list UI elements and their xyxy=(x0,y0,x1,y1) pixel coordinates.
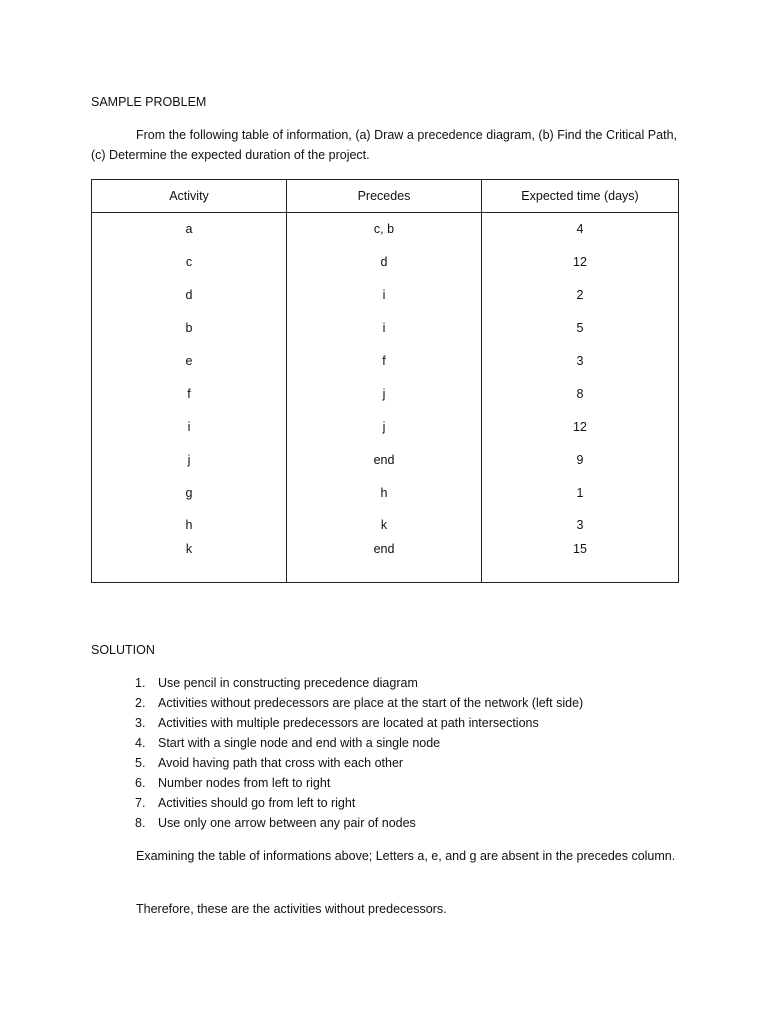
table-row xyxy=(92,377,679,410)
cell-time: 15 xyxy=(482,542,679,583)
list-item xyxy=(91,693,677,713)
list-item xyxy=(91,813,677,833)
cell-activity: h xyxy=(92,509,287,542)
intro-paragraph: From the following table of information, (a) Draw a precedence diagram, (b) Find the Critical Path, (c) Determine the expected duration of the project. xyxy=(91,128,677,162)
cell-precedes: j xyxy=(287,377,482,410)
table-row xyxy=(92,509,679,542)
step-text: Activities should go from left to right xyxy=(158,796,356,810)
cell-time: 3 xyxy=(482,509,679,542)
table-row xyxy=(92,410,679,443)
table-row xyxy=(92,443,679,476)
table-row xyxy=(92,279,679,312)
cell-time: 12 xyxy=(482,246,679,279)
cell-precedes: i xyxy=(287,312,482,345)
header-activity: Activity xyxy=(92,180,287,213)
cell-activity: i xyxy=(92,410,287,443)
cell-precedes: k xyxy=(287,509,482,542)
step-text: Number nodes from left to right xyxy=(158,776,331,790)
cell-precedes: i xyxy=(287,279,482,312)
solution-steps-list xyxy=(91,673,677,833)
cell-time: 3 xyxy=(482,345,679,378)
table-header-row xyxy=(92,180,679,213)
cell-precedes: f xyxy=(287,345,482,378)
cell-time: 9 xyxy=(482,443,679,476)
step-number: 1. xyxy=(135,676,146,690)
step-text: Use pencil in constructing precedence diagram xyxy=(158,676,418,690)
solution-heading: SOLUTION xyxy=(91,643,155,657)
cell-precedes: h xyxy=(287,476,482,509)
cell-activity: g xyxy=(92,476,287,509)
cell-activity: e xyxy=(92,345,287,378)
cell-time: 4 xyxy=(482,213,679,246)
step-number: 2. xyxy=(135,696,146,710)
header-expected-time: Expected time (days) xyxy=(482,180,679,213)
cell-precedes: c, b xyxy=(287,213,482,246)
step-text: Use only one arrow between any pair of nodes xyxy=(158,816,416,830)
step-text: Start with a single node and end with a single node xyxy=(158,736,441,750)
list-item xyxy=(91,773,677,793)
step-number: 4. xyxy=(135,736,146,750)
list-item xyxy=(91,753,677,773)
examining-paragraph: Examining the table of informations above; Letters a, e, and g are absent in the precedes column. xyxy=(136,849,676,863)
cell-time: 5 xyxy=(482,312,679,345)
table-row xyxy=(92,246,679,279)
cell-activity: a xyxy=(92,213,287,246)
cell-precedes: end xyxy=(287,542,482,583)
step-number: 8. xyxy=(135,816,146,830)
step-number: 5. xyxy=(135,756,146,770)
page-heading: SAMPLE PROBLEM xyxy=(91,95,207,109)
cell-time: 1 xyxy=(482,476,679,509)
table-row xyxy=(92,345,679,378)
list-item xyxy=(91,713,677,733)
table-row xyxy=(92,542,679,583)
table-row xyxy=(92,476,679,509)
cell-activity: d xyxy=(92,279,287,312)
cell-activity: b xyxy=(92,312,287,345)
cell-activity: k xyxy=(92,542,287,583)
cell-precedes: end xyxy=(287,443,482,476)
list-item xyxy=(91,793,677,813)
cell-activity: j xyxy=(92,443,287,476)
table-row xyxy=(92,312,679,345)
therefore-paragraph: Therefore, these are the activities without predecessors. xyxy=(136,902,447,916)
step-number: 7. xyxy=(135,796,146,810)
cell-time: 2 xyxy=(482,279,679,312)
cell-precedes: d xyxy=(287,246,482,279)
cell-time: 8 xyxy=(482,377,679,410)
step-text: Activities with multiple predecessors are located at path intersections xyxy=(158,716,539,730)
cell-time: 12 xyxy=(482,410,679,443)
cell-precedes: j xyxy=(287,410,482,443)
step-number: 6. xyxy=(135,776,146,790)
step-number: 3. xyxy=(135,716,146,730)
activity-table xyxy=(91,179,679,583)
list-item xyxy=(91,673,677,693)
header-precedes: Precedes xyxy=(287,180,482,213)
cell-activity: c xyxy=(92,246,287,279)
list-item xyxy=(91,733,677,753)
table-row xyxy=(92,213,679,246)
step-text: Activities without predecessors are place at the start of the network (left side) xyxy=(158,696,584,710)
cell-activity: f xyxy=(92,377,287,410)
step-text: Avoid having path that cross with each other xyxy=(158,756,404,770)
